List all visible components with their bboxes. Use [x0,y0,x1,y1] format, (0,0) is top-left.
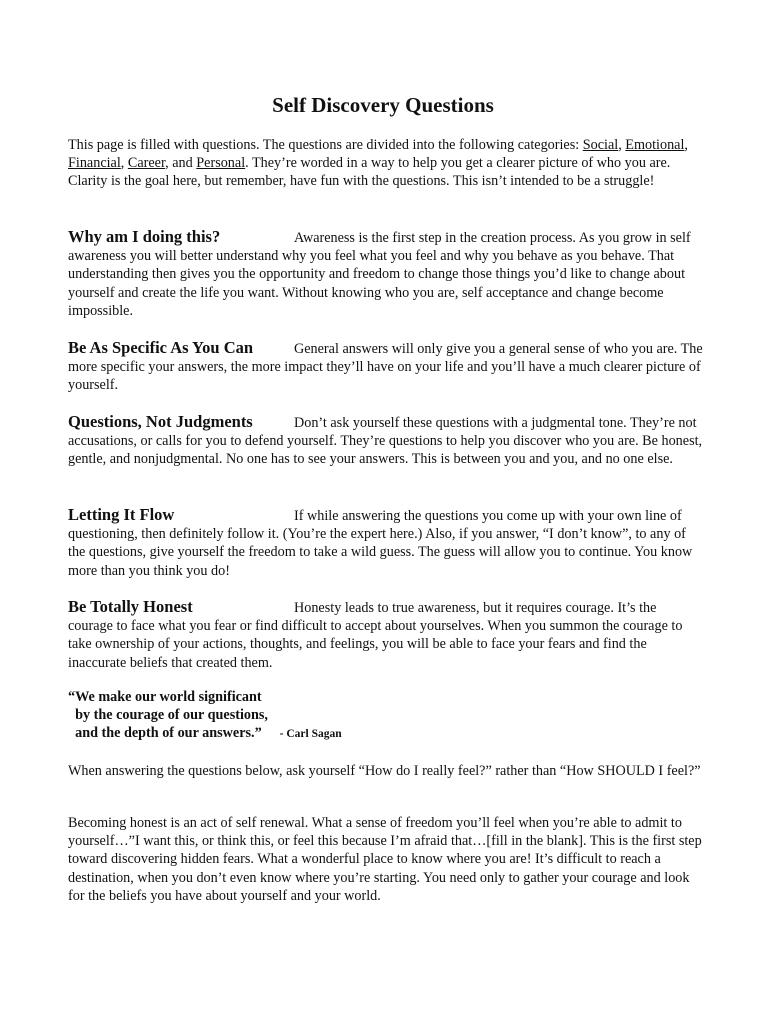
section-heading: Be Totally Honest [68,597,193,616]
intro-text-after: . They’re worded in a way to help you get a clearer picture of who you are. Clarity is the goal here, but remember, have fun with the questions. This isn’t intended to be a struggle! [68,155,671,190]
separator: , [120,155,128,172]
quote-line: by the courage of our questions, [68,707,268,724]
section-body: General answers will only give you a general sense of who you are. The more specific your answers, the more impact they’ll have on your life and you’ll have a much clearer picture of yourself. [68,341,703,394]
category-career: Career [127,155,166,172]
separator: , [618,137,626,153]
section-heading: Questions, Not Judgments [68,412,253,431]
page-title: Self Discovery Questions [272,93,494,117]
quote-line-last [68,724,342,743]
paragraph-how-do-i-feel: When answering the questions below, ask yourself “How do I really feel?” rather than “How SHOULD I feel?” [68,763,701,779]
section-body: Awareness is the first step in the creation process. As you grow in self awareness you will better understand why you feel what you feel and why you behave as you behave. That understanding then gives you the opportunity and freedom to change those things you’d like to change about yourself and create the life you want. Without knowing who you are, self acceptance and change become impossible. [68,230,691,319]
section-body: Don’t ask yourself these questions with a judgmental tone. They’re not accusations, or calls for you to defend yourself. They’re questions to help you discover who you are. Be honest, gentle, and nonjudgmental. No one has to see your answers. This is between you and you, and no one else. [68,415,703,468]
section-why [68,228,704,320]
section-heading: Letting It Flow [68,505,175,524]
section-questions-not-judgments [68,413,704,469]
quote-line-text: and the depth of our answers.” [68,725,262,742]
separator: , [684,137,688,153]
intro-text-before: This page is filled with questions. The questions are divided into the following categories: [68,137,583,153]
quote-block [68,688,342,744]
quote-line: “We make our world significant [68,689,262,705]
section-be-totally-honest [68,598,704,672]
quote-author: - Carl Sagan [279,728,342,741]
section-body: Honesty leads to true awareness, but it requires courage. It’s the courage to face what you fear or find difficult to accept about yourselves. When you summon the courage to take ownership of your actions, thoughts, and feelings, you will be able to face your fears and find the inaccurate beliefs that created them. [68,600,683,671]
section-letting-it-flow [68,506,704,580]
section-specific [68,339,704,395]
category-social: Social [582,137,619,153]
category-emotional: Emotional [625,137,685,153]
section-heading: Why am I doing this? [68,227,221,246]
section-body: If while answering the questions you come up with your own line of questioning, then definitely follow it. (You’re the expert here.) Also, if you answer, “I don’t know”, to any of the questions, give yourself the freedom to take a wild guess. The guess will allow you to continue. You know more than you think you do! [68,508,693,579]
category-financial: Financial [68,155,121,172]
category-personal: Personal [196,155,246,172]
intro-paragraph [68,136,704,191]
separator: , and [165,155,197,172]
paragraph-becoming-honest: Becoming honest is an act of self renewal. What a sense of freedom you’ll feel when you’re able to admit to yourself…”I want this, or think this, or feel this because I’m afraid that…[fill in the blank]. This is the first step toward discovering hidden fears. What a wonderful place to know where you are! It’s difficult to reach a destination, when you don’t even know where you’re starting. You need only to gather your courage and look for the beliefs you have about yourself and your world. [68,815,702,904]
section-heading: Be As Specific As You Can [68,338,254,357]
